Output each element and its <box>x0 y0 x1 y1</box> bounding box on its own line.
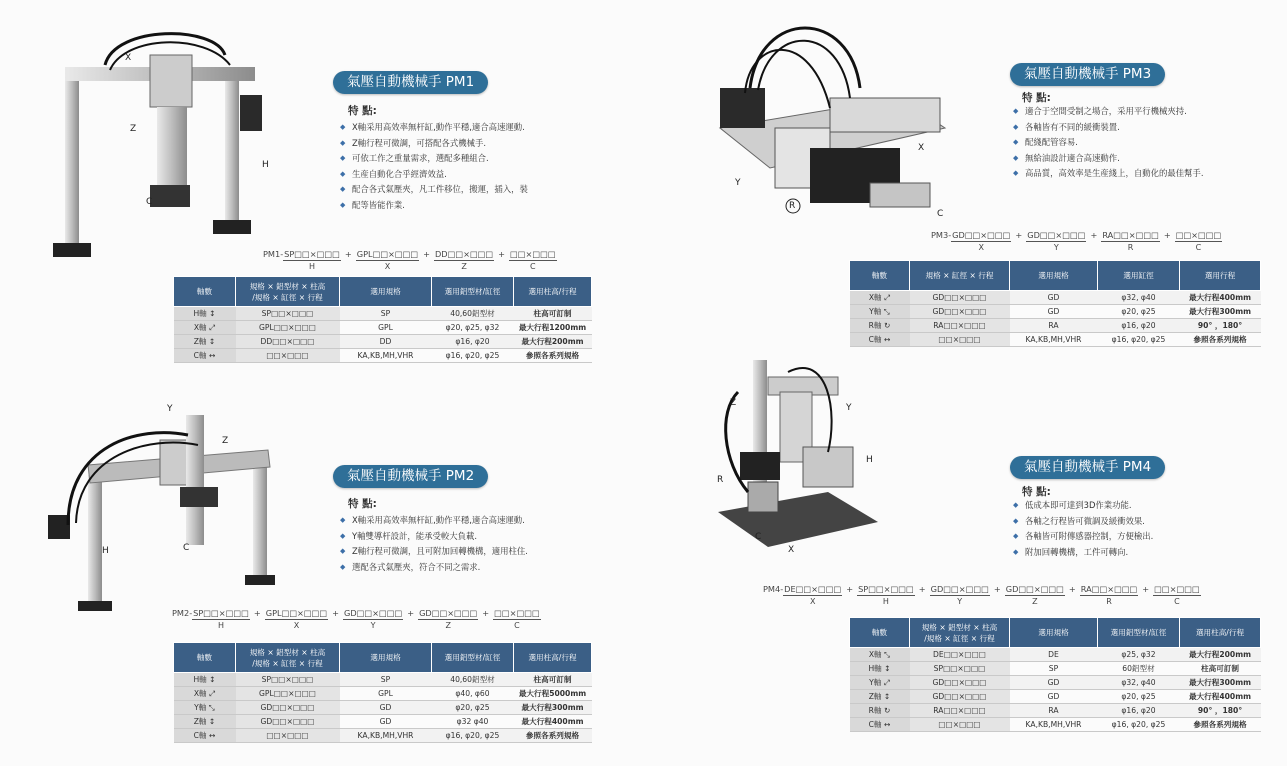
pm2-table-cell: φ16, φ20, φ25 <box>432 729 514 743</box>
pm4-table-cell: 90° ，180° <box>1180 704 1261 718</box>
pm3-formula-prefix: PM3- <box>931 230 952 240</box>
pm4-table-cell: □□×□□□ <box>910 718 1010 732</box>
pm4-table-cell: R軸 ↻ <box>850 704 910 718</box>
pm3-feature-item: ◆ 高品質，高效率是生産綫上，自動化的最佳幫手. <box>1013 166 1253 182</box>
pm3-formula-part <box>1175 230 1223 252</box>
pm4-formula-code: □□×□□□ <box>1154 584 1200 594</box>
pm1-formula-part <box>283 249 341 271</box>
pm2-feature-item: ◆ Z軸行程可微調，且可附加回轉機構，適用柱住. <box>340 544 570 560</box>
pm3-formula-part <box>1026 230 1086 252</box>
pm1-table-cell: C軸 ↔ <box>174 349 236 363</box>
pm4-features-heading: 特 點: <box>1022 486 1051 498</box>
pm2-table-cell: X軸 ⤢ <box>174 687 236 701</box>
pm1-feature-item: ◆ 配合各式氣壓夾，凡工件移位，搬運，插入，裝 <box>340 182 555 198</box>
pm1-model-formula <box>263 249 557 271</box>
pm4-feature-item: ◆ 附加回轉機構，工件可轉向. <box>1013 545 1253 561</box>
pm1-column-header: 軸數 <box>174 277 236 307</box>
pm2-column-header: 選用柱高/行程 <box>514 643 592 673</box>
pm4-formula-part <box>1005 584 1065 606</box>
pm3-table-cell: RA <box>1010 319 1098 333</box>
pm2-table-row <box>174 729 592 743</box>
pm2-title: 氣壓自動機械手 PM2 <box>333 465 488 488</box>
pm3-table-row <box>850 319 1261 333</box>
pm2-formula-code: GPL□□×□□□ <box>265 608 328 618</box>
pm3-spec-table <box>849 260 1261 347</box>
pm4-formula-code: DE□□×□□□ <box>784 584 842 594</box>
pm3-formula-axis: X <box>978 243 985 252</box>
pm1-table-cell: GPL□□×□□□ <box>236 321 340 335</box>
pm4-column-header: 選用鋁型材/缸徑 <box>1098 618 1180 648</box>
pm3-column-header: 選用缸徑 <box>1098 261 1180 291</box>
pm4-formula-axis: R <box>1106 597 1112 606</box>
pm4-label-y: Y <box>846 403 852 413</box>
pm2-formula-code: □□×□□□ <box>494 608 540 618</box>
pm1-column-header: 選用柱高/行程 <box>514 277 592 307</box>
pm4-table-cell: SP□□×□□□ <box>910 662 1010 676</box>
pm4-table-row <box>850 704 1261 718</box>
pm4-table-cell: DE□□×□□□ <box>910 648 1010 662</box>
pm1-formula-prefix: PM1- <box>263 249 284 259</box>
pm3-column-header: 規格 × 缸徑 × 行程 <box>910 261 1010 291</box>
pm4-table-cell: 最大行程300mm <box>1180 676 1261 690</box>
pm3-label-y: Y <box>735 178 741 188</box>
pm3-feature-item: ◆ 各軸皆有不同的緩衝裝置. <box>1013 120 1253 136</box>
pm4-table-cell: GD <box>1010 690 1098 704</box>
pm3-features-list <box>1013 104 1253 182</box>
pm3-table-cell: □□×□□□ <box>910 333 1010 347</box>
pm4-product-photo <box>708 352 888 562</box>
pm4-table-cell: Z軸 ↕ <box>850 690 910 704</box>
pm3-feature-item: ◆ 配綫配管容易. <box>1013 135 1253 151</box>
pm1-formula-code: SP□□×□□□ <box>284 249 340 259</box>
pm4-features-list <box>1013 498 1253 560</box>
pm4-table-row <box>850 676 1261 690</box>
pm4-table-row <box>850 690 1261 704</box>
pm3-feature-item: ◆ 適合于空間受制之場合，采用平行機械夾持. <box>1013 104 1253 120</box>
pm2-table-cell: GD <box>340 715 432 729</box>
pm3-feature-item: ◆ 無給油設計適合高速動作. <box>1013 151 1253 167</box>
pm3-table-cell: Y軸 ⤡ <box>850 305 910 319</box>
pm4-table-cell: φ32, φ40 <box>1098 676 1180 690</box>
pm2-feature-item: ◆ Y軸雙導杆設計，能承受較大負載. <box>340 529 570 545</box>
pm2-label-c: C <box>183 543 190 553</box>
pm1-feature-item: ◆ 配等皆能作業. <box>340 198 555 214</box>
pm4-table-cell: RA□□×□□□ <box>910 704 1010 718</box>
pm2-column-header: 選用規格 <box>340 643 432 673</box>
pm2-formula-plus: + <box>332 608 339 618</box>
pm1-feature-item: ◆ 可依工作之重量需求，選配多種組合. <box>340 151 555 167</box>
pm3-label-x: X <box>918 143 925 153</box>
pm2-table-cell: Y軸 ⤡ <box>174 701 236 715</box>
pm3-formula-plus: + <box>1015 230 1023 240</box>
pm4-formula-axis: C <box>1174 597 1180 606</box>
pm4-table-cell: 60鋁型材 <box>1098 662 1180 676</box>
pm3-formula-axis: Y <box>1053 243 1059 252</box>
pm2-model-formula <box>172 608 541 630</box>
pm4-table-cell: φ16, φ20 <box>1098 704 1180 718</box>
pm1-table-cell: SP□□×□□□ <box>236 307 340 321</box>
pm2-formula-part <box>418 608 478 630</box>
pm2-table-cell: GD□□×□□□ <box>236 715 340 729</box>
pm1-formula-axis: Z <box>461 262 467 271</box>
pm2-table-cell: GD <box>340 701 432 715</box>
pm2-formula-axis: C <box>514 621 520 630</box>
pm3-column-header: 軸數 <box>850 261 910 291</box>
pm3-formula-code: GD□□×□□□ <box>1027 230 1086 240</box>
pm1-table-cell: φ16, φ20 <box>432 335 514 349</box>
pm4-table-cell: φ25, φ32 <box>1098 648 1180 662</box>
pm2-formula-part <box>493 608 541 630</box>
pm3-formula-plus: + <box>1163 230 1171 240</box>
pm2-table-cell: SP□□×□□□ <box>236 673 340 687</box>
pm1-table-row <box>174 321 592 335</box>
pm3-table-cell: C軸 ↔ <box>850 333 910 347</box>
pm2-table-cell: C軸 ↔ <box>174 729 236 743</box>
pm4-formula-part <box>930 584 990 606</box>
pm2-formula-part <box>343 608 403 630</box>
pm1-formula-code: □□×□□□ <box>510 249 556 259</box>
pm2-table-cell: 柱高可訂制 <box>514 673 592 687</box>
pm1-features-heading: 特 點: <box>348 105 377 117</box>
pm2-features-list <box>340 513 570 575</box>
pm3-table-cell: 最大行程400mm <box>1180 291 1261 305</box>
pm1-label-z: Z <box>130 124 137 134</box>
pm1-column-header: 選用鋁型材/缸徑 <box>432 277 514 307</box>
pm1-formula-plus: + <box>423 249 430 259</box>
pm2-feature-item: ◆ 選配各式氣壓夾，符合不同之需求. <box>340 560 570 576</box>
pm1-table-cell: 參照各系列規格 <box>514 349 592 363</box>
pm4-formula-code: SP□□×□□□ <box>858 584 914 594</box>
pm3-features-heading: 特 點: <box>1022 92 1051 104</box>
pm1-table-header-row <box>174 277 592 307</box>
pm2-product-photo <box>48 405 288 615</box>
pm4-formula-axis: H <box>882 597 889 606</box>
pm4-table-cell: GD□□×□□□ <box>910 676 1010 690</box>
pm2-label-h: H <box>102 546 109 556</box>
pm4-formula-code: GD□□×□□□ <box>930 584 989 594</box>
pm4-label-h: H <box>866 455 873 465</box>
pm4-column-header: 規格 × 鋁型材 × 柱高 /規格 × 缸徑 × 行程 <box>910 618 1010 648</box>
pm1-formula-plus: + <box>498 249 506 259</box>
pm3-table-cell: GD <box>1010 305 1098 319</box>
pm4-column-header: 軸數 <box>850 618 910 648</box>
pm4-label-x: X <box>788 545 795 555</box>
pm2-table-cell: GPL□□×□□□ <box>236 687 340 701</box>
pm3-column-header: 選用行程 <box>1180 261 1261 291</box>
pm2-table-row <box>174 715 592 729</box>
pm4-formula-part <box>783 584 842 606</box>
pm4-column-header: 選用規格 <box>1010 618 1098 648</box>
pm2-formula-prefix: PM2- <box>172 608 193 618</box>
pm4-formula-plus: + <box>918 584 926 594</box>
pm1-features-list <box>340 120 555 213</box>
pm4-label-c: C <box>755 532 762 542</box>
pm4-feature-item: ◆ 各軸皆可附傳感器控制，方便檢出. <box>1013 529 1253 545</box>
pm4-feature-item: ◆ 各軸之行程皆可微調及緩衝效果. <box>1013 514 1253 530</box>
pm4-column-header: 選用柱高/行程 <box>1180 618 1261 648</box>
pm3-formula-axis: R <box>1127 243 1134 252</box>
pm4-table-cell: 最大行程400mm <box>1180 690 1261 704</box>
pm4-formula-plus: + <box>846 584 854 594</box>
pm4-table-cell: 參照各系列規格 <box>1180 718 1261 732</box>
pm3-formula-code: RA□□×□□□ <box>1102 230 1159 240</box>
pm2-spec-table <box>173 642 592 743</box>
pm4-formula-axis: Y <box>957 597 963 606</box>
pm2-table-cell: H軸 ↕ <box>174 673 236 687</box>
pm2-formula-plus: + <box>407 608 415 618</box>
pm4-table-cell: 最大行程200mm <box>1180 648 1261 662</box>
pm4-table-cell: Y軸 ⤢ <box>850 676 910 690</box>
pm3-label-r: R <box>789 201 796 211</box>
pm2-formula-axis: Y <box>370 621 376 630</box>
pm2-label-y: Y <box>167 404 173 414</box>
pm4-formula-part <box>857 584 915 606</box>
pm3-table-row <box>850 291 1261 305</box>
pm1-title: 氣壓自動機械手 PM1 <box>333 71 488 94</box>
pm2-column-header: 選用鋁型材/缸徑 <box>432 643 514 673</box>
pm4-table-cell: KA,KB,MH,VHR <box>1010 718 1098 732</box>
pm1-formula-part <box>509 249 557 271</box>
pm3-formula-code: □□×□□□ <box>1175 230 1222 240</box>
pm4-table-cell: GD <box>1010 676 1098 690</box>
pm1-formula-code: DD□□×□□□ <box>435 249 494 259</box>
pm1-table-cell: 40,60鋁型材 <box>432 307 514 321</box>
pm2-feature-item: ◆ X軸采用高效率無杆缸,動作平穩,適合高速運動. <box>340 513 570 529</box>
pm1-label-c: C <box>146 197 153 207</box>
pm3-table-cell: φ16, φ20, φ25 <box>1098 333 1180 347</box>
pm4-label-z: Z <box>730 398 737 408</box>
pm3-table-cell: R軸 ↻ <box>850 319 910 333</box>
pm2-table-cell: Z軸 ↕ <box>174 715 236 729</box>
pm2-column-header: 軸數 <box>174 643 236 673</box>
pm4-formula-axis: Z <box>1032 597 1038 606</box>
pm1-label-h: H <box>262 160 269 170</box>
pm2-table-cell: 最大行程5000mm <box>514 687 592 701</box>
pm3-table-cell: RA□□×□□□ <box>910 319 1010 333</box>
pm1-formula-axis: X <box>384 262 391 271</box>
pm4-table-cell: GD□□×□□□ <box>910 690 1010 704</box>
pm4-table-header-row <box>850 618 1261 648</box>
pm2-formula-code: SP□□×□□□ <box>193 608 249 618</box>
pm1-table-cell: φ20, φ25, φ32 <box>432 321 514 335</box>
pm2-table-row <box>174 687 592 701</box>
pm2-label-z: Z <box>222 436 229 446</box>
pm4-feature-item: ◆ 低成本即可達到3D作業功能. <box>1013 498 1253 514</box>
pm1-formula-code: GPL□□×□□□ <box>356 249 419 259</box>
pm1-spec-table <box>173 276 592 363</box>
pm1-feature-item: ◆ Z軸行程可微調，可搭配各式機械手. <box>340 136 555 152</box>
pm4-formula-plus: + <box>1142 584 1150 594</box>
pm1-label-x: X <box>125 53 132 63</box>
pm3-column-header: 選用規格 <box>1010 261 1098 291</box>
pm4-label-r: R <box>717 475 724 485</box>
pm2-table-cell: □□×□□□ <box>236 729 340 743</box>
pm2-table-cell: φ32 φ40 <box>432 715 514 729</box>
pm1-table-cell: GPL <box>340 321 432 335</box>
pm4-table-row <box>850 718 1261 732</box>
pm4-table-cell: SP <box>1010 662 1098 676</box>
pm1-column-header: 選用規格 <box>340 277 432 307</box>
pm3-label-c: C <box>937 209 944 219</box>
pm4-formula-part <box>1153 584 1201 606</box>
pm2-table-row <box>174 673 592 687</box>
pm3-formula-part <box>951 230 1011 252</box>
pm4-table-row <box>850 662 1261 676</box>
pm4-table-cell: φ16, φ20, φ25 <box>1098 718 1180 732</box>
pm2-table-cell: 最大行程300mm <box>514 701 592 715</box>
pm3-product-photo <box>700 18 960 233</box>
pm2-formula-code: GD□□×□□□ <box>344 608 403 618</box>
pm4-table-cell: DE <box>1010 648 1098 662</box>
pm3-formula-code: GD□□×□□□ <box>952 230 1011 240</box>
pm3-formula-axis: C <box>1195 243 1202 252</box>
pm4-formula-plus: + <box>1068 584 1076 594</box>
pm4-formula-axis: X <box>809 597 816 606</box>
pm4-table-row <box>850 648 1261 662</box>
pm3-table-cell: φ32, φ40 <box>1098 291 1180 305</box>
pm1-table-cell: φ16, φ20, φ25 <box>432 349 514 363</box>
pm2-table-header-row <box>174 643 592 673</box>
pm1-product-photo <box>45 25 275 265</box>
pm2-formula-code: GD□□×□□□ <box>419 608 478 618</box>
pm3-table-cell: 90° ，180° <box>1180 319 1261 333</box>
pm2-table-cell: KA,KB,MH,VHR <box>340 729 432 743</box>
pm3-model-formula <box>931 230 1222 252</box>
pm3-table-cell: X軸 ⤢ <box>850 291 910 305</box>
pm2-formula-part <box>192 608 250 630</box>
pm3-table-cell: GD□□×□□□ <box>910 305 1010 319</box>
pm2-table-cell: GD□□×□□□ <box>236 701 340 715</box>
pm4-title: 氣壓自動機械手 PM4 <box>1010 456 1165 479</box>
pm3-table-cell: 最大行程300mm <box>1180 305 1261 319</box>
pm2-formula-axis: X <box>293 621 300 630</box>
pm1-table-cell: □□×□□□ <box>236 349 340 363</box>
pm4-table-cell: φ20, φ25 <box>1098 690 1180 704</box>
pm1-table-cell: 柱高可訂制 <box>514 307 592 321</box>
pm2-table-cell: 參照各系列規格 <box>514 729 592 743</box>
pm2-features-heading: 特 點: <box>348 498 377 510</box>
pm3-table-cell: GD□□×□□□ <box>910 291 1010 305</box>
pm2-table-cell: φ40, φ60 <box>432 687 514 701</box>
pm4-formula-prefix: PM4- <box>763 584 784 594</box>
pm1-feature-item: ◆ X軸采用高效率無杆缸,動作平穩,適合高速運動. <box>340 120 555 136</box>
pm3-title: 氣壓自動機械手 PM3 <box>1010 63 1165 86</box>
pm1-table-cell: KA,KB,MH,VHR <box>340 349 432 363</box>
pm1-table-row <box>174 349 592 363</box>
pm1-formula-axis: H <box>309 262 316 271</box>
pm2-formula-axis: H <box>218 621 225 630</box>
pm3-table-cell: GD <box>1010 291 1098 305</box>
pm2-formula-part <box>265 608 328 630</box>
pm4-formula-code: RA□□×□□□ <box>1080 584 1138 594</box>
pm3-table-cell: φ16, φ20 <box>1098 319 1180 333</box>
pm4-spec-table <box>849 617 1261 732</box>
pm1-table-cell: X軸 ⤢ <box>174 321 236 335</box>
pm3-table-cell: KA,KB,MH,VHR <box>1010 333 1098 347</box>
pm1-table-cell: Z軸 ↕ <box>174 335 236 349</box>
pm4-table-cell: 柱高可訂制 <box>1180 662 1261 676</box>
pm2-table-cell: 最大行程400mm <box>514 715 592 729</box>
pm2-formula-axis: Z <box>445 621 451 630</box>
pm1-feature-item: ◆ 生産自動化合乎經濟效益. <box>340 167 555 183</box>
pm1-table-cell: 最大行程200mm <box>514 335 592 349</box>
pm1-table-row <box>174 307 592 321</box>
pm2-table-row <box>174 701 592 715</box>
pm4-table-cell: C軸 ↔ <box>850 718 910 732</box>
pm3-table-row <box>850 333 1261 347</box>
pm2-formula-plus: + <box>253 608 261 618</box>
pm3-table-row <box>850 305 1261 319</box>
pm3-formula-plus: + <box>1090 230 1098 240</box>
pm2-table-cell: GPL <box>340 687 432 701</box>
pm3-table-header-row <box>850 261 1261 291</box>
pm1-table-row <box>174 335 592 349</box>
pm2-table-cell: SP <box>340 673 432 687</box>
pm4-model-formula <box>763 584 1201 606</box>
pm1-formula-axis: C <box>530 262 536 271</box>
pm1-formula-part <box>356 249 419 271</box>
pm3-table-cell: φ20, φ25 <box>1098 305 1180 319</box>
pm3-formula-part <box>1101 230 1160 252</box>
pm1-formula-part <box>434 249 494 271</box>
pm2-table-cell: φ20, φ25 <box>432 701 514 715</box>
pm2-table-cell: 40,60鋁型材 <box>432 673 514 687</box>
pm4-table-cell: RA <box>1010 704 1098 718</box>
pm4-formula-code: GD□□×□□□ <box>1005 584 1064 594</box>
pm4-table-cell: H軸 ↕ <box>850 662 910 676</box>
pm1-table-cell: SP <box>340 307 432 321</box>
pm1-table-cell: H軸 ↕ <box>174 307 236 321</box>
pm4-formula-part <box>1080 584 1139 606</box>
pm1-table-cell: 最大行程1200mm <box>514 321 592 335</box>
pm4-table-cell: X軸 ⤡ <box>850 648 910 662</box>
pm4-formula-plus: + <box>993 584 1001 594</box>
pm1-column-header: 規格 × 鋁型材 × 柱高 /規格 × 缸徑 × 行程 <box>236 277 340 307</box>
pm1-formula-plus: + <box>344 249 352 259</box>
pm1-table-cell: DD□□×□□□ <box>236 335 340 349</box>
pm2-formula-plus: + <box>482 608 490 618</box>
pm3-table-cell: 參照各系列規格 <box>1180 333 1261 347</box>
pm2-column-header: 規格 × 鋁型材 × 柱高 /規格 × 缸徑 × 行程 <box>236 643 340 673</box>
pm1-table-cell: DD <box>340 335 432 349</box>
